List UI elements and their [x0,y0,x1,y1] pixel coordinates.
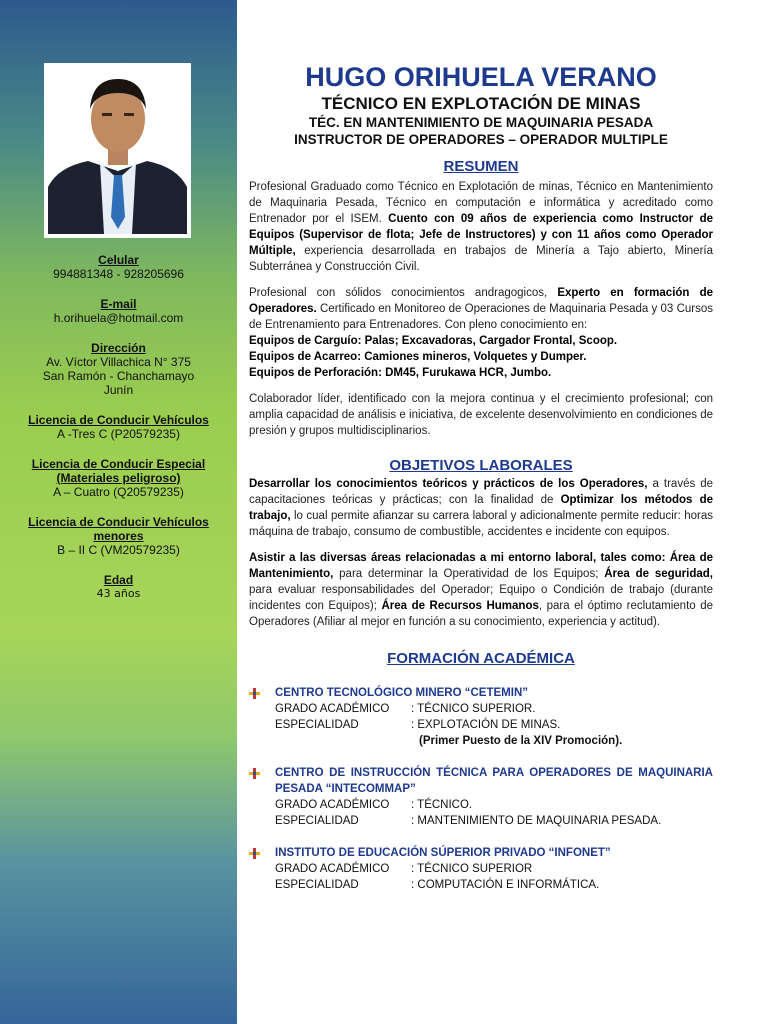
licencia-menores-sublabel: menores [93,529,144,543]
education-especialidad-row [275,813,713,829]
education-grado-row [275,701,713,717]
licencia-menores-label: Licencia de Conducir Vehículos [28,515,209,529]
title-tertiary: INSTRUCTOR DE OPERADORES – OPERADOR MULTIPLE [294,132,668,147]
celular-value: 994881348 - 928205696 [53,267,184,281]
grado-value: : TÉCNICO SUPERIOR. [411,703,536,715]
education-institution: CENTRO DE INSTRUCCIÓN TÉCNICA PARA OPERADORES DE MAQUINARIA PESADA “INTECOMMAP” [275,767,713,795]
education-especialidad-row [275,717,713,733]
equipos-acarreo: Equipos de Acarreo: Camiones mineros, Volquetes y Dumper. [249,351,587,363]
especialidad-value: : MANTENIMIENTO DE MAQUINARIA PESADA. [411,815,662,827]
licencia-especial-sublabel: (Materiales peligroso) [56,471,181,485]
objetivos-p2-bold-2: Área de seguridad, [604,568,713,580]
objetivos-paragraph-2 [249,550,713,630]
especialidad-value: : EXPLOTACIÓN DE MINAS. [411,719,561,731]
edad-value: 43 años [96,587,141,600]
sidebar [0,0,237,1024]
contact-info [0,253,237,601]
profile-photo-image [48,67,187,234]
education-grado-row [275,861,713,877]
licencia-label: Licencia de Conducir Vehículos [28,413,209,427]
licencia-especial-value: A – Cuatro (Q20579235) [53,485,184,499]
grado-label: GRADO ACADÉMICO [275,863,390,875]
direccion-line-2: San Ramón - Chanchamayo [42,369,195,383]
grado-label: GRADO ACADÉMICO [275,799,390,811]
education-especialidad-row [275,877,713,893]
resumen-p1-tail: experiencia desarrollada en trabajos de Minería a Tajo abierto, Minería Subterránea y Construcción Civil. [249,245,713,273]
licencia-value: A -Tres C (P20579235) [57,427,180,441]
especialidad-label: ESPECIALIDAD [275,879,359,891]
objetivos-heading-text: OBJETIVOS LABORALES [389,457,573,474]
objetivos-p1-bold-2: Optimizar los métodos de trabajo, [249,494,713,522]
email-value: h.orihuela@hotmail.com [53,311,184,325]
education-item [249,845,713,893]
education-grado-row [275,797,713,813]
resumen-p2-tail: Certificado en Monitoreo de Operaciones de Maquinaria Pesada y 03 Cursos de Entrenamiento para Entrenadores. Con pleno conocimiento en: [249,303,713,331]
education-institution: INSTITUTO DE EDUCACIÓN SÚPERIOR PRIVADO “INFONET” [275,847,611,859]
title-secondary: TÉC. EN MANTENIMIENTO DE MAQUINARIA PESADA [308,115,654,130]
objetivos-heading [249,457,713,474]
direccion-line-3: Junín [103,383,134,397]
direccion-line-1: Av. Víctor Villachica N° 375 [46,355,191,369]
objetivos-p1-tail: lo cual permite afianzar su carrera laboral y adicionalmente permite reducir: horas máquina de trabajo, consumo de combustible, accidentes e incidente con equipos. [249,510,713,538]
bullet-icon [249,768,260,779]
licencia-menores-value: B – II C (VM20579235) [57,543,180,557]
especialidad-label: ESPECIALIDAD [275,719,359,731]
grado-value: : TÉCNICO. [411,799,473,811]
objetivos-p2-tail: , para el óptimo reclutamiento de Operadores (Afiliar al mejor en función a su conocimiento, experiencia y actitud). [249,600,713,628]
equipos-perforacion: Equipos de Perforación: DM45, Furukawa HCR, Jumbo. [249,367,552,379]
objetivos-paragraph-1 [249,476,713,540]
edad-label: Edad [103,573,134,587]
bullet-icon [249,848,260,859]
resumen-p1-bold: Cuento con 09 años de experiencia como Instructor de Equipos (Supervisor de flota; Jefe de Instructores) y con 11 años como Operador Múltiple, [249,213,713,257]
resumen-paragraph-3: Colaborador líder, identificado con la mejora continua y el crecimiento profesional; con amplia capacidad de análisis e iniciativa, de excelente desenvolvimiento en condiciones de presión y grupos multidisciplinarios. [249,393,713,437]
grado-label: GRADO ACADÉMICO [275,703,390,715]
education-institution: CENTRO TECNOLÓGICO MINERO “CETEMIN” [275,687,528,699]
especialidad-label: ESPECIALIDAD [275,815,359,827]
profile-photo [44,63,191,238]
objetivos-p2-text-2: para evaluar responsabilidades del Operador; Equipo o Condición de trabajo (durante incidentes con Equipos); [249,584,713,612]
resumen-heading: RESUMEN [443,158,519,175]
equipos-carguio: Equipos de Carguío: Palas; Excavadoras, Cargador Frontal, Scoop. [249,335,618,347]
resumen-p1-text: Profesional Graduado como Técnico en Explotación de minas, Técnico en Mantenimiento de Maquinaria Pesada, Técnico en computación e informática y acreditado como Entrenador por el ISEM. [249,181,713,225]
objetivos-p2-text: para determinar la Operatividad de los Equipos; [333,568,605,580]
email-label: E-mail [100,297,137,311]
resumen-paragraph-1 [249,179,713,275]
licencia-especial-label: Licencia de Conducir Especial [31,457,206,471]
education-item [249,765,713,829]
bullet-icon [249,688,260,699]
especialidad-value: : COMPUTACIÓN E INFORMÁTICA. [411,879,600,891]
resumen-p2-bold: Experto en formación de Operadores. [249,287,713,315]
direccion-label: Dirección [91,341,146,355]
education-note: (Primer Puesto de la XIV Promoción). [419,735,623,747]
education-item [249,685,713,749]
celular-label: Celular [98,253,139,267]
resumen-paragraph-2 [249,285,713,381]
title-primary: TÉCNICO EN EXPLOTACIÓN DE MINAS [321,94,641,113]
candidate-name: HUGO ORIHUELA VERANO [305,62,657,92]
objetivos-p1-text: a través de capacitaciones teóricas y prácticas; con la finalidad de [249,478,714,506]
objetivos-p2-bold-3: Área de Recursos Humanos [381,600,539,612]
objetivos-p1-bold: Desarrollar los conocimientos teóricos y prácticos de los Operadores, [249,478,648,490]
main-content [249,60,713,893]
grado-value: : TÉCNICO SUPERIOR [411,863,533,875]
objetivos-p2-bold: Asistir a las diversas áreas relacionadas a mi entorno laboral, tales como: Área de Mantenimiento, [249,552,713,580]
resumen-p2-text: Profesional con sólidos conocimientos andragogicos, [249,287,558,299]
formacion-heading: FORMACIÓN ACADÉMICA [387,650,575,667]
